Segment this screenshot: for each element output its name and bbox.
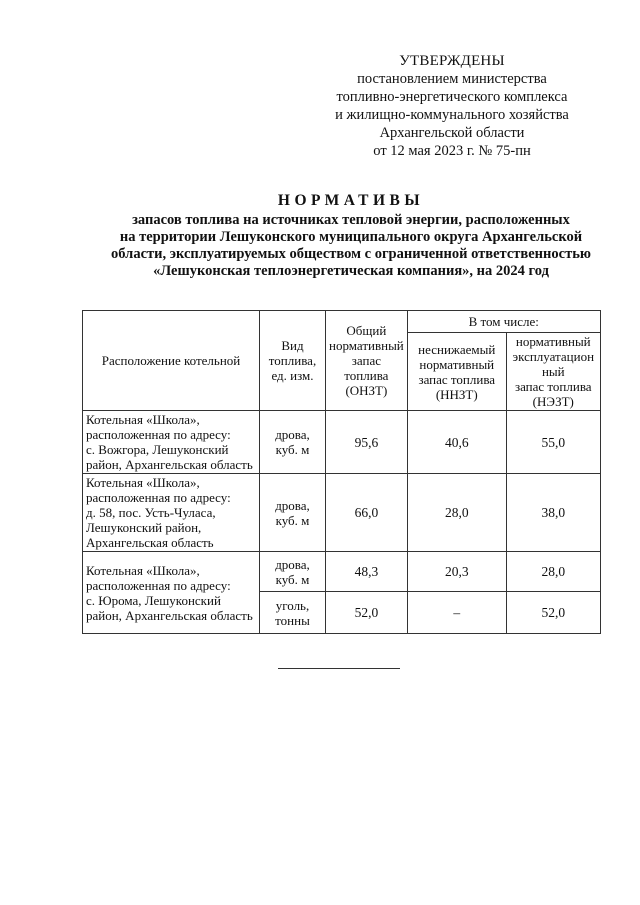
fuel-line: тонны [275,612,310,628]
approval-line: топливно-энергетического комплекса [336,89,568,105]
header-total-line: нормативный [329,338,404,353]
approval-block [318,52,586,160]
header-nezt-line: ный [541,364,565,379]
header-fuel-type [260,311,326,411]
fuel-cell [260,474,326,552]
header-nnzt-line: (ННЗТ) [435,386,478,402]
nnzt-cell: 28,0 [407,474,506,552]
header-total-line: запас [351,353,381,368]
nnzt-cell: – [407,592,506,634]
header-row [83,311,601,333]
location-cell [83,474,260,552]
fuel-line: дрова, [275,427,310,442]
approval-line: Архангельской области [379,125,525,141]
header-including [407,311,600,333]
header-total-line: Общий [346,323,387,338]
document-title: НОРМАТИВЫ [277,192,425,209]
header-fuel-line: Вид [281,338,304,353]
header-location-text: Расположение котельной [101,353,241,368]
location-line: расположенная по адресу: [86,577,231,593]
approval-line: от 12 мая 2023 г. № 75-пн [373,143,531,159]
table-row [83,552,601,592]
header-fuel-line: ед. изм. [271,368,314,383]
subtitle-line: на территории Лешуконского муниципального округа Архангельской [119,229,583,245]
header-nezt-line: эксплуатацион [512,349,595,364]
location-line: Лешуконский район, [86,520,202,535]
location-line: расположенная по адресу: [86,490,231,505]
fuel-line: куб. м [275,442,310,457]
fuel-line: куб. м [275,512,310,528]
total-cell: 48,3 [326,552,408,592]
norms-table [82,310,601,634]
header-nnzt-line: запас топлива [418,371,496,387]
table-row [83,411,601,474]
closing-separator-line [278,668,400,669]
location-cell [83,411,260,474]
location-line: район, Архангельская область [86,457,253,472]
location-line: Котельная «Школа», [86,475,200,490]
fuel-line: дрова, [275,497,310,513]
location-line: с. Вожгора, Лешуконский [86,442,229,457]
fuel-cell [260,592,326,634]
header-nnzt-line: неснижаемый [418,341,496,357]
subtitle-line: запасов топлива на источниках тепловой энергии, расположенных [132,212,570,228]
header-including-text: В том числе: [468,314,539,329]
header-total [326,311,408,411]
nezt-cell: 28,0 [506,552,600,592]
location-line: Архангельская область [86,535,214,550]
fuel-line: дрова, [275,556,310,572]
fuel-cell [260,552,326,592]
header-nnzt-line: нормативный [419,356,495,372]
total-cell: 52,0 [326,592,408,634]
location-line: район, Архангельская область [86,607,253,623]
total-cell: 95,6 [326,411,408,474]
location-line: д. 58, пос. Усть-Чуласа, [86,505,216,520]
location-line: с. Юрома, Лешуконский [86,592,221,608]
document-title-block [86,192,616,280]
location-line: Котельная «Школа», [86,412,200,427]
header-total-line: (ОНЗТ) [345,383,388,398]
header-nezt-line: запас топлива [514,379,592,394]
subtitle-line: области, эксплуатируемых обществом с ограниченной ответственностью [111,246,591,262]
approval-heading: УТВЕРЖДЕНЫ [399,53,505,69]
header-fuel-line: топлива, [268,353,317,368]
header-nnzt [407,333,506,411]
table-row [83,474,601,552]
approval-line: и жилищно-коммунального хозяйства [335,107,569,123]
nezt-cell: 52,0 [506,592,600,634]
header-nezt [506,333,600,411]
fuel-cell [260,411,326,474]
nezt-cell: 55,0 [506,411,600,474]
nnzt-cell: 20,3 [407,552,506,592]
location-line: Котельная «Школа», [86,562,200,578]
header-nezt-line: (НЭЗТ) [532,394,574,409]
location-cell [83,552,260,634]
header-total-line: топлива [344,368,389,383]
nnzt-cell: 40,6 [407,411,506,474]
total-cell: 66,0 [326,474,408,552]
nezt-cell: 38,0 [506,474,600,552]
fuel-line: уголь, [275,597,310,613]
header-nezt-line: нормативный [515,334,591,349]
location-line: расположенная по адресу: [86,427,231,442]
subtitle-line: «Лешуконская теплоэнергетическая компания», на 2024 год [153,263,549,279]
header-location [83,311,260,411]
fuel-line: куб. м [275,571,310,587]
approval-line: постановлением министерства [357,71,547,87]
